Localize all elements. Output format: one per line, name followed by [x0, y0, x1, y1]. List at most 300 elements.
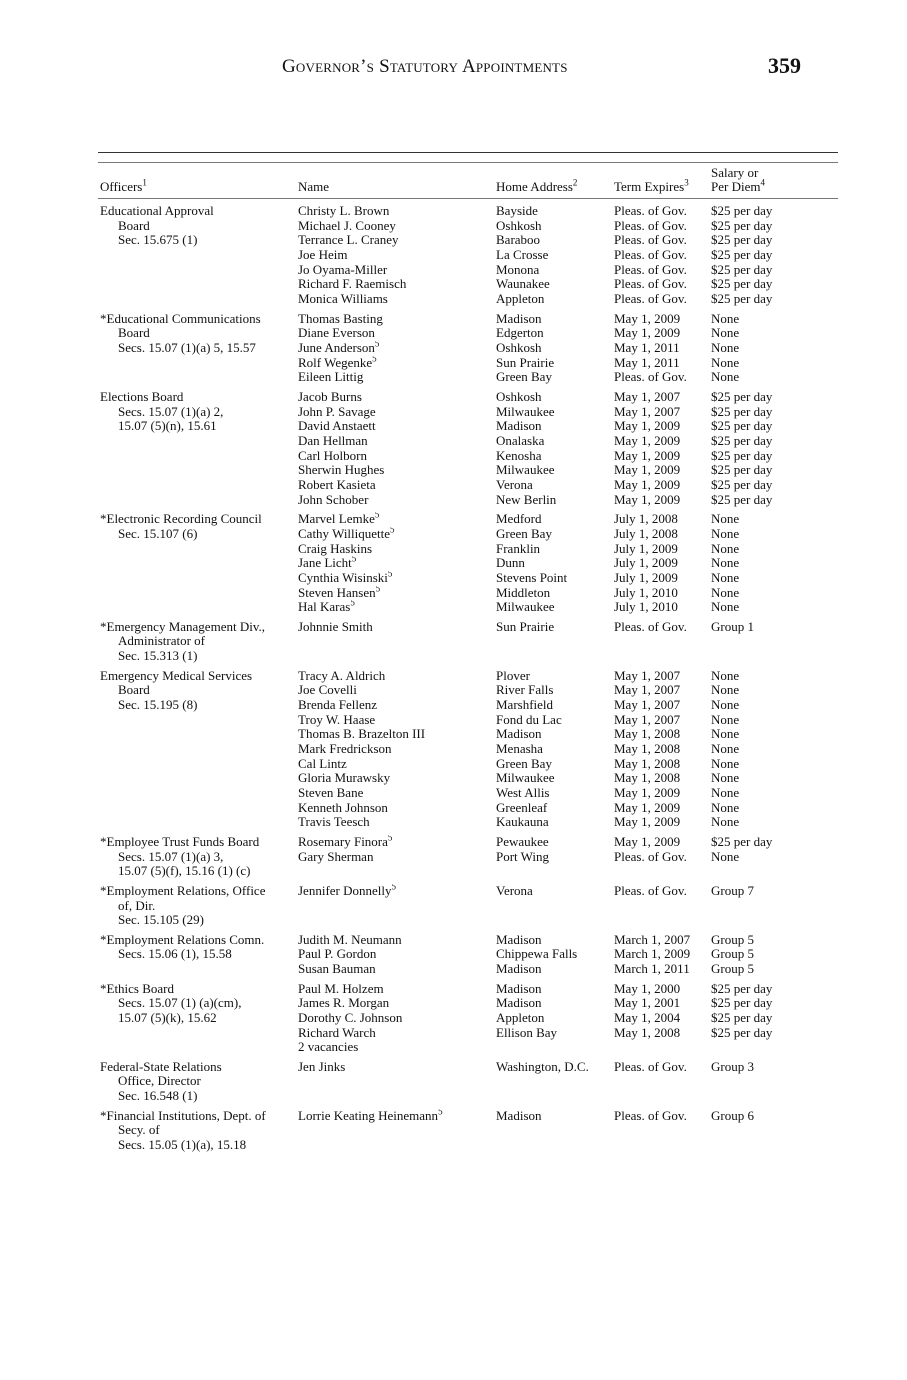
appointment-group — [0, 204, 907, 307]
member-home-address: Middleton — [496, 584, 551, 600]
appointment-group — [0, 1109, 907, 1153]
member-term-expires: Pleas. of Gov. — [614, 1058, 687, 1074]
member-term-expires: Pleas. of Gov. — [614, 203, 687, 218]
member-name: Dorothy C. Johnson . . . — [298, 1011, 489, 1026]
member-salary: $25 per day — [711, 833, 773, 849]
member-home-address: Pewaukee — [496, 833, 549, 849]
member-home-address: Dunn — [496, 555, 525, 571]
officer-name: Elections Board — [100, 388, 184, 404]
footnote-marker: 5 — [374, 340, 380, 349]
member-home-address: Menasha — [496, 741, 543, 757]
officer-detail: Secs. 15.07 (1)(a) 5, 15.57 — [118, 340, 256, 356]
table-row — [298, 493, 818, 508]
table-row — [298, 786, 818, 801]
table-row — [298, 1123, 818, 1138]
member-home-address: Fond du Lac — [496, 711, 562, 727]
member-name: June Anderson$^5$ . . . — [298, 341, 489, 356]
member-salary: None — [711, 569, 740, 585]
member-term-expires: May 1, 2008 — [614, 1024, 681, 1040]
member-name: Kenneth Johnson . . . — [298, 801, 489, 816]
member-salary: None — [711, 755, 740, 771]
member-salary: None — [711, 741, 740, 757]
member-list — [298, 835, 818, 879]
member-term-expires: March 1, 2011 — [614, 961, 690, 977]
member-name: Richard F. Raemisch . . . — [298, 277, 489, 292]
member-name: Sherwin Hughes . . . — [298, 463, 489, 478]
member-name: Thomas B. Brazelton III . . . — [298, 727, 489, 742]
member-salary: $25 per day — [711, 291, 773, 307]
table-row — [298, 1109, 818, 1124]
member-name: Robert Kasieta . . . — [298, 478, 489, 493]
member-list — [298, 884, 818, 928]
member-home-address: Green Bay — [496, 755, 552, 771]
member-term-expires: May 1, 2009 — [614, 462, 681, 478]
officer-detail: Board — [118, 682, 150, 698]
appointment-group — [0, 669, 907, 831]
member-term-expires: May 1, 2007 — [614, 682, 681, 698]
member-list — [298, 390, 818, 508]
officer-detail: Secs. 15.07 (1)(a) 2, — [118, 403, 224, 419]
table-row — [298, 312, 818, 327]
member-home-address: Madison — [496, 726, 542, 742]
member-name: Lorrie Keating Heinemann$^5$ . . . — [298, 1109, 489, 1124]
member-home-address: Appleton — [496, 291, 545, 307]
appointment-group — [0, 512, 907, 615]
member-home-address: Ellison Bay — [496, 1024, 558, 1040]
member-name: Jen Jinks . . . — [298, 1060, 489, 1075]
column-header-name: Name — [298, 179, 330, 194]
table-row — [298, 698, 818, 713]
member-term-expires: May 1, 2009 — [614, 476, 681, 492]
member-salary: Group 5 — [711, 961, 754, 977]
member-name: James R. Morgan . . . — [298, 996, 489, 1011]
member-home-address: Verona — [496, 476, 533, 492]
member-salary: $25 per day — [711, 491, 773, 507]
officer-title — [100, 982, 290, 1026]
officer-detail: Secs. 15.07 (1)(a) 3, — [118, 848, 224, 864]
member-term-expires: May 1, 2007 — [614, 696, 681, 712]
table-row — [298, 801, 818, 816]
member-name: Marvel Lemke$^5$ . . . — [298, 512, 489, 527]
officer-detail: 15.07 (5)(f), 15.16 (1) (c) — [118, 863, 251, 879]
officer-name: *Educational Communications — [100, 310, 261, 326]
member-term-expires: Pleas. of Gov. — [614, 261, 687, 277]
footnote-marker: 5 — [350, 600, 355, 608]
table-row — [298, 899, 818, 914]
member-name: Cynthia Wisinski$^5$ . . . — [298, 571, 489, 586]
member-home-address: Oshkosh — [496, 388, 542, 404]
officer-title — [100, 620, 290, 664]
member-home-address: River Falls — [496, 682, 554, 698]
member-home-address: Milwaukee — [496, 599, 555, 615]
member-home-address: Plover — [496, 667, 530, 683]
member-home-address: Onalaska — [496, 432, 545, 448]
footnote-marker: 5 — [351, 556, 357, 564]
member-home-address: La Crosse — [496, 247, 549, 263]
table-row — [298, 669, 818, 684]
member-salary: None — [711, 540, 740, 556]
table-row — [298, 884, 818, 899]
officer-title — [100, 933, 290, 962]
officer-detail: 15.07 (5)(k), 15.62 — [118, 1009, 217, 1025]
member-term-expires: March 1, 2009 — [614, 946, 691, 962]
officer-title — [100, 512, 290, 541]
table-row — [298, 292, 818, 307]
member-salary: $25 per day — [711, 418, 773, 434]
member-name: 2 vacancies — [298, 1040, 489, 1055]
member-term-expires: Pleas. of Gov. — [614, 232, 687, 248]
member-salary: None — [711, 726, 740, 742]
member-term-expires: Pleas. of Gov. — [614, 848, 687, 864]
footnote-marker: 5 — [374, 512, 380, 520]
officer-name: *Emergency Management Div., — [100, 618, 265, 634]
table-row — [298, 996, 818, 1011]
member-home-address: Kaukauna — [496, 814, 549, 830]
member-salary: None — [711, 682, 740, 698]
member-home-address: Green Bay — [496, 525, 552, 541]
member-name: Jane Licht$^5$ . . . — [298, 556, 489, 571]
member-name: Rosemary Finora$^5$ . . . — [298, 835, 489, 850]
appointment-group — [0, 933, 907, 977]
member-salary: None — [711, 770, 740, 786]
footnote-marker: 5 — [391, 883, 397, 892]
officer-title — [100, 669, 290, 713]
member-term-expires: May 1, 2009 — [614, 418, 681, 434]
table-row — [298, 390, 818, 405]
table-row — [298, 512, 818, 527]
officer-detail: Board — [118, 217, 150, 233]
member-home-address: Franklin — [496, 540, 541, 556]
member-name: Thomas Basting . . . — [298, 312, 489, 327]
member-list — [298, 982, 818, 1055]
member-term-expires: Pleas. of Gov. — [614, 369, 687, 385]
member-name: Gary Sherman . . . — [298, 850, 489, 865]
table-row — [298, 815, 818, 830]
member-term-expires: July 1, 2009 — [614, 555, 678, 571]
member-home-address: Chippewa Falls — [496, 946, 578, 962]
table-row — [298, 233, 818, 248]
member-salary: None — [711, 555, 740, 571]
officer-name: *Financial Institutions, Dept. of — [100, 1107, 266, 1123]
table-row — [298, 962, 818, 977]
member-list — [298, 669, 818, 831]
table-row — [298, 634, 818, 649]
officer-detail: Sec. 15.105 (29) — [118, 912, 204, 928]
officer-detail: Secs. 15.05 (1)(a), 15.18 — [118, 1137, 247, 1153]
member-term-expires: May 1, 2011 — [614, 339, 680, 355]
member-salary: $25 per day — [711, 232, 773, 248]
table-row — [298, 1089, 818, 1104]
member-home-address: Milwaukee — [496, 770, 555, 786]
officer-title — [100, 835, 290, 879]
member-home-address: Oshkosh — [496, 217, 542, 233]
member-home-address: Monona — [496, 261, 540, 277]
member-term-expires: May 1, 2007 — [614, 667, 681, 683]
footnote-marker: 5 — [387, 570, 393, 579]
officer-detail: Secs. 15.07 (1) (a)(cm), — [118, 995, 242, 1011]
member-home-address: Madison — [496, 1107, 542, 1123]
page-header — [0, 53, 907, 86]
member-salary: Group 1 — [711, 618, 754, 634]
header-bottom-rule — [98, 198, 838, 199]
column-header-term-expires: Term Expires$^3$ — [614, 177, 689, 194]
member-home-address: Appleton — [496, 1009, 545, 1025]
appointment-group — [0, 835, 907, 879]
member-term-expires: May 1, 2000 — [614, 980, 681, 996]
member-list — [298, 1060, 818, 1104]
member-salary: $25 per day — [711, 447, 773, 463]
member-home-address: New Berlin — [496, 491, 557, 507]
member-list — [298, 512, 818, 615]
member-term-expires: Pleas. of Gov. — [614, 247, 687, 263]
member-salary: None — [711, 696, 740, 712]
member-name: John P. Savage . . . — [298, 405, 489, 420]
member-salary: $25 per day — [711, 476, 773, 492]
member-term-expires: May 1, 2009 — [614, 491, 681, 507]
table-row — [298, 542, 818, 557]
member-salary: None — [711, 848, 740, 864]
member-salary: $25 per day — [711, 203, 773, 218]
member-home-address: Madison — [496, 995, 542, 1011]
member-salary: None — [711, 354, 740, 370]
member-term-expires: May 1, 2008 — [614, 755, 681, 771]
member-salary: $25 per day — [711, 995, 773, 1011]
table-row — [298, 1011, 818, 1026]
member-name: Dan Hellman . . . — [298, 434, 489, 449]
column-headers — [0, 164, 907, 198]
officer-name: Emergency Medical Services — [100, 667, 253, 683]
officer-detail: Sec. 15.313 (1) — [118, 648, 198, 664]
member-term-expires: Pleas. of Gov. — [614, 291, 687, 307]
member-home-address: Edgerton — [496, 325, 544, 341]
member-salary: $25 per day — [711, 261, 773, 277]
member-name: Troy W. Haase . . . — [298, 713, 489, 728]
table-row — [298, 341, 818, 356]
officer-name: Educational Approval — [100, 203, 214, 218]
officer-detail: Secs. 15.06 (1), 15.58 — [118, 946, 232, 962]
member-name: Carl Holborn . . . — [298, 449, 489, 464]
column-header-home-address: Home Address$^2$ — [496, 177, 578, 194]
member-name: Brenda Fellenz . . . — [298, 698, 489, 713]
member-term-expires: May 1, 2007 — [614, 711, 681, 727]
member-home-address: Green Bay — [496, 369, 552, 385]
officer-name: *Employee Trust Funds Board — [100, 833, 260, 849]
member-home-address: Port Wing — [496, 848, 550, 864]
member-term-expires: Pleas. of Gov. — [614, 882, 687, 898]
table-row — [298, 1138, 818, 1153]
member-term-expires: Pleas. of Gov. — [614, 1107, 687, 1123]
member-name: Gloria Murawsky . . . — [298, 771, 489, 786]
officer-detail: Sec. 15.195 (8) — [118, 697, 198, 713]
member-name: Tracy A. Aldrich . . . — [298, 669, 489, 684]
member-name: Richard Warch . . . — [298, 1026, 489, 1041]
footnote-marker: 5 — [375, 585, 381, 594]
appointment-group — [0, 312, 907, 385]
member-list — [298, 933, 818, 977]
table-row — [298, 600, 818, 615]
member-name: Jo Oyama-Miller . . . — [298, 263, 489, 278]
table-row — [298, 556, 818, 571]
member-salary: None — [711, 667, 740, 683]
table-row — [298, 1060, 818, 1075]
member-term-expires: May 1, 2009 — [614, 432, 681, 448]
table-row — [298, 356, 818, 371]
officer-name: *Ethics Board — [100, 980, 175, 996]
member-term-expires: May 1, 2009 — [614, 833, 681, 849]
table-row — [298, 742, 818, 757]
member-salary: $25 per day — [711, 432, 773, 448]
member-name: David Anstaett . . . — [298, 419, 489, 434]
member-home-address: Madison — [496, 980, 542, 996]
member-name: Hal Karas$^5$ . . . — [298, 600, 489, 615]
member-name: Craig Haskins . . . — [298, 542, 489, 557]
member-name: Johnnie Smith . . . — [298, 620, 489, 635]
member-term-expires: May 1, 2004 — [614, 1009, 681, 1025]
column-header-salary: Salary or Per Diem$^4$ — [711, 165, 765, 194]
officer-detail: Administrator of — [118, 633, 206, 649]
member-home-address: West Allis — [496, 785, 550, 801]
table-row — [298, 463, 818, 478]
officer-detail: 15.07 (5)(n), 15.61 — [118, 418, 217, 434]
member-home-address: Sun Prairie — [496, 618, 555, 634]
member-term-expires: March 1, 2007 — [614, 931, 691, 947]
table-row — [298, 478, 818, 493]
table-row — [298, 405, 818, 420]
member-salary: None — [711, 599, 740, 615]
member-home-address: Kenosha — [496, 447, 542, 463]
member-list — [298, 312, 818, 385]
officer-detail: Office, Director — [118, 1073, 201, 1089]
appointment-group — [0, 390, 907, 508]
member-home-address: Marshfield — [496, 696, 554, 712]
member-home-address: Waunakee — [496, 276, 550, 292]
table-row — [298, 835, 818, 850]
officer-detail: Board — [118, 325, 150, 341]
member-name: Judith M. Neumann . . . — [298, 933, 489, 948]
member-name: Cathy Williquette$^5$ . . . — [298, 527, 489, 542]
table-row — [298, 1040, 818, 1055]
member-name: Joe Covelli . . . — [298, 683, 489, 698]
member-term-expires: May 1, 2009 — [614, 785, 681, 801]
member-term-expires: July 1, 2008 — [614, 511, 678, 527]
table-row — [298, 620, 818, 635]
member-home-address: Baraboo — [496, 232, 541, 248]
member-list — [298, 1109, 818, 1153]
member-term-expires: July 1, 2010 — [614, 584, 678, 600]
member-salary: None — [711, 711, 740, 727]
table-row — [298, 683, 818, 698]
table-row — [298, 370, 818, 385]
member-salary: Group 3 — [711, 1058, 754, 1074]
member-term-expires: May 1, 2008 — [614, 741, 681, 757]
page-number: 359 — [768, 53, 801, 78]
table-row — [298, 326, 818, 341]
member-list — [298, 204, 818, 307]
table-row — [298, 1074, 818, 1089]
officer-title — [100, 204, 290, 248]
officer-title — [100, 1060, 290, 1104]
footnote-marker: 5 — [390, 526, 395, 535]
member-salary: None — [711, 325, 740, 341]
member-name: Diane Everson . . . — [298, 326, 489, 341]
member-term-expires: Pleas. of Gov. — [614, 276, 687, 292]
table-row — [298, 757, 818, 772]
table-row — [298, 727, 818, 742]
table-row — [298, 864, 818, 879]
member-salary: None — [711, 525, 740, 541]
member-salary: None — [711, 369, 740, 385]
member-home-address: Bayside — [496, 203, 538, 218]
member-name: John Schober . . . — [298, 493, 489, 508]
member-term-expires: Pleas. of Gov. — [614, 618, 687, 634]
table-row — [298, 982, 818, 997]
member-salary: None — [711, 814, 740, 830]
member-home-address: Madison — [496, 931, 542, 947]
page-title: Governor’s Statutory Appointments — [282, 56, 568, 77]
member-list — [298, 620, 818, 664]
table-row — [298, 571, 818, 586]
officer-title — [100, 312, 290, 356]
member-term-expires: Pleas. of Gov. — [614, 217, 687, 233]
member-home-address: Sun Prairie — [496, 354, 555, 370]
officer-detail: of, Dir. — [118, 897, 156, 913]
member-term-expires: May 1, 2008 — [614, 726, 681, 742]
member-name: Eileen Littig . . . — [298, 370, 489, 385]
footnote-marker: 5 — [387, 834, 393, 843]
member-salary: Group 5 — [711, 946, 754, 962]
member-home-address: Oshkosh — [496, 339, 542, 355]
member-salary: Group 7 — [711, 882, 754, 898]
member-name: Paul M. Holzem . . . — [298, 982, 489, 997]
member-salary: $25 per day — [711, 1024, 773, 1040]
officer-detail: Sec. 15.107 (6) — [118, 525, 198, 541]
member-name: Michael J. Cooney . . . — [298, 219, 489, 234]
member-term-expires: July 1, 2008 — [614, 525, 678, 541]
officer-name: *Employment Relations Comn. — [100, 931, 265, 947]
table-row — [298, 527, 818, 542]
member-name: Mark Fredrickson . . . — [298, 742, 489, 757]
footnote-marker: 5 — [438, 1108, 443, 1117]
member-salary: $25 per day — [711, 403, 773, 419]
table-row — [298, 586, 818, 601]
member-term-expires: July 1, 2010 — [614, 599, 678, 615]
table-top-rule — [98, 152, 838, 153]
member-term-expires: July 1, 2009 — [614, 540, 678, 556]
table-row — [298, 204, 818, 219]
member-home-address: Madison — [496, 310, 542, 326]
member-salary: Group 6 — [711, 1107, 754, 1123]
member-salary: None — [711, 785, 740, 801]
member-term-expires: May 1, 2011 — [614, 354, 680, 370]
officer-title — [100, 884, 290, 928]
table-row — [298, 913, 818, 928]
officer-detail: Sec. 16.548 (1) — [118, 1088, 198, 1104]
table-second-rule — [98, 162, 838, 163]
member-salary: $25 per day — [711, 388, 773, 404]
table-row — [298, 850, 818, 865]
member-salary: $25 per day — [711, 247, 773, 263]
member-term-expires: July 1, 2009 — [614, 569, 678, 585]
officer-title — [100, 1109, 290, 1153]
appointment-group — [0, 620, 907, 664]
member-term-expires: May 1, 2007 — [614, 388, 681, 404]
table-row — [298, 248, 818, 263]
appointment-group — [0, 1060, 907, 1104]
officer-detail: Secy. of — [118, 1122, 160, 1138]
member-term-expires: May 1, 2008 — [614, 770, 681, 786]
member-term-expires: May 1, 2009 — [614, 447, 681, 463]
member-term-expires: May 1, 2009 — [614, 325, 681, 341]
